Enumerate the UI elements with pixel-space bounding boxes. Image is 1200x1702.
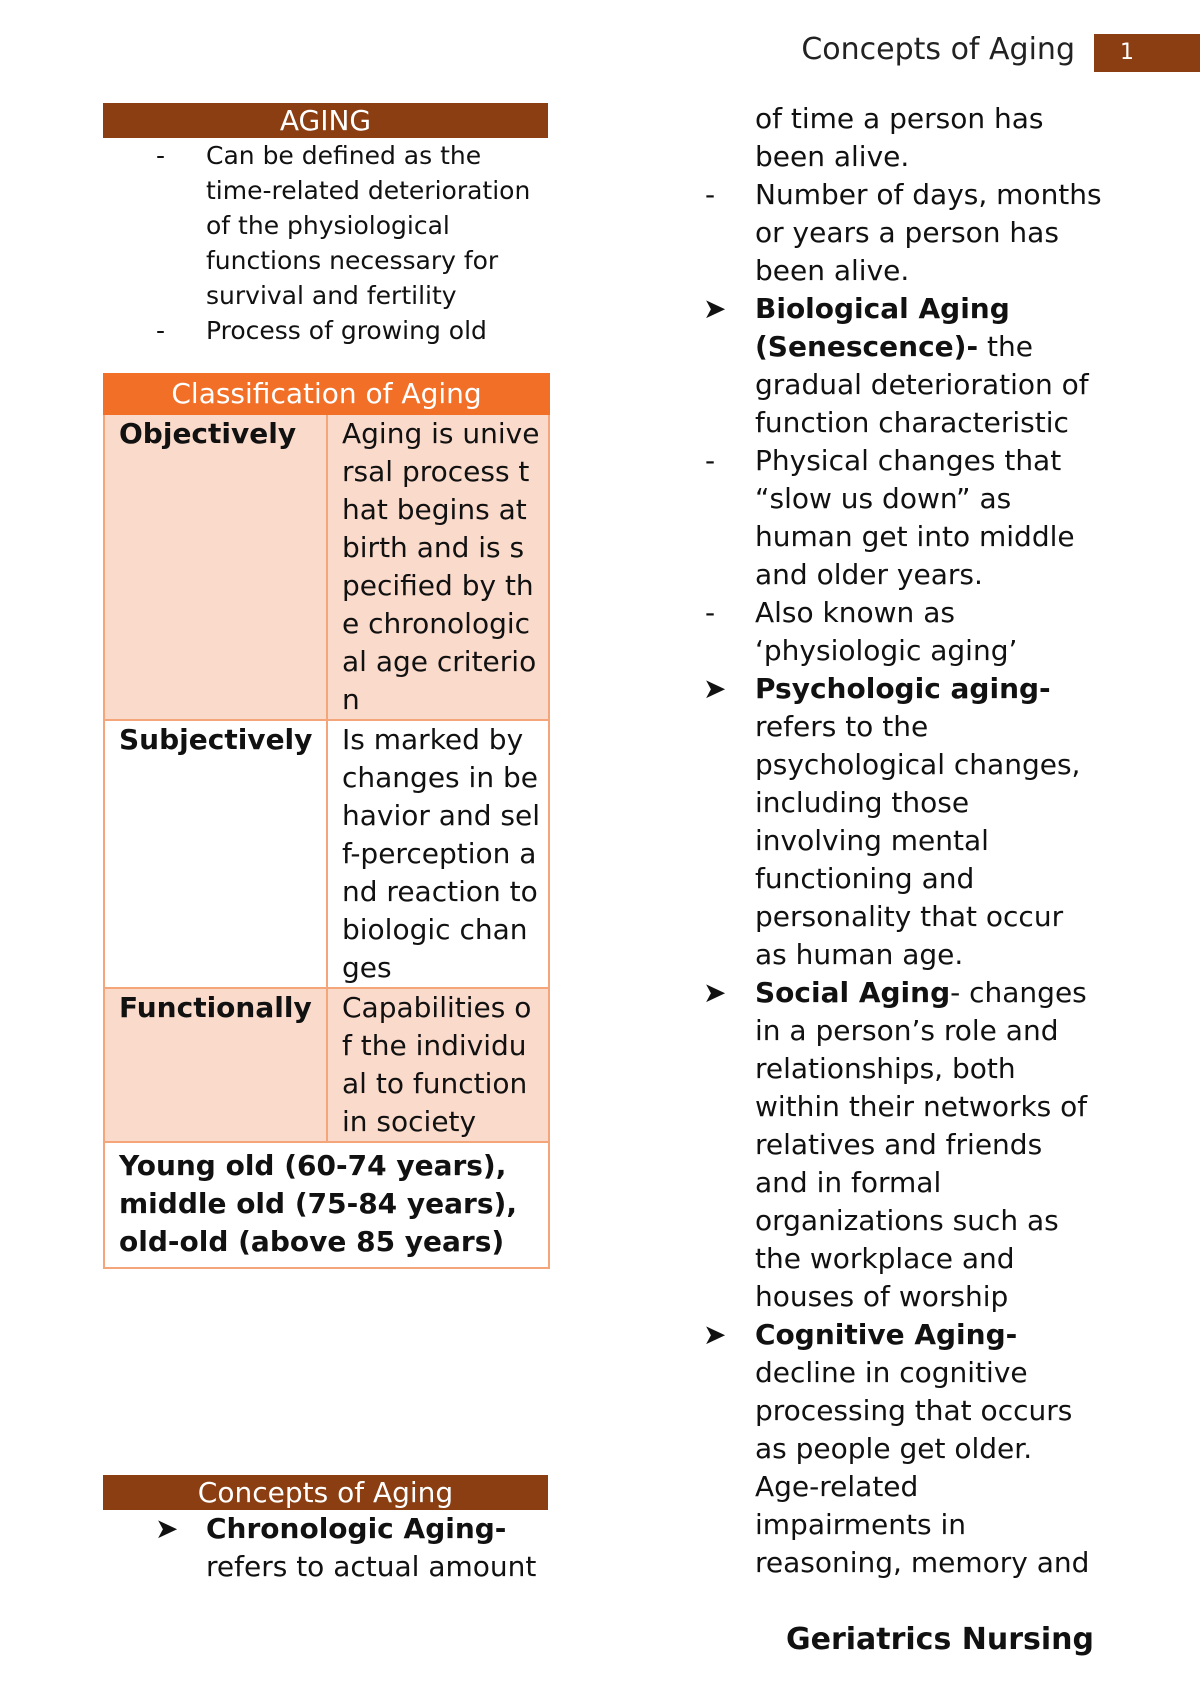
table-footer-row bbox=[104, 1142, 549, 1268]
page-footer: Geriatrics Nursing bbox=[785, 1622, 1094, 1657]
concept-text: decline in cognitive processing that occurs as people get older. Age-related impairments in reasoning, memory and bbox=[755, 1356, 1090, 1579]
concept-term: Psychologic aging- bbox=[755, 672, 1051, 705]
concepts-list bbox=[103, 1510, 548, 1586]
classification-heading: Classification of Aging bbox=[104, 374, 549, 414]
table-definition-cell: Aging is universal process that begins at birth and is specified by the chronological age criterion bbox=[327, 414, 549, 720]
concept-term: Cognitive Aging- bbox=[755, 1318, 1018, 1351]
age-groups-cell: Young old (60-74 years), middle old (75-84 years), old-old (above 85 years) bbox=[104, 1142, 549, 1268]
concept-text: refers to actual amount bbox=[206, 1550, 537, 1583]
list-item bbox=[103, 1510, 548, 1586]
concepts-list-continued bbox=[703, 290, 1103, 442]
page-header-title: Concepts of Aging bbox=[801, 32, 1075, 67]
classification-table bbox=[103, 373, 550, 1269]
concept-text: - changes in a person’s role and relationships, both within their networks of relatives and friends and in formal organizations such as the workplace and houses of worship bbox=[755, 976, 1088, 1313]
chronologic-dash-list bbox=[703, 176, 1103, 290]
concepts-heading: Concepts of Aging bbox=[103, 1475, 548, 1510]
table-definition-cell: Capabilities of the individual to function in society bbox=[327, 988, 549, 1142]
list-item: - Process of growing old bbox=[103, 313, 548, 348]
table-term-cell: Objectively bbox=[104, 414, 327, 720]
aging-definition-list bbox=[103, 138, 548, 348]
list-item: - Physical changes that “slow us down” as human get into middle and older years. bbox=[703, 442, 1103, 594]
table-term-cell: Subjectively bbox=[104, 720, 327, 988]
concepts-section bbox=[103, 1475, 548, 1586]
arrow-bullet-icon: ➤ bbox=[703, 1318, 727, 1351]
concept-text-continued: of time a person has been alive. bbox=[755, 102, 1044, 173]
concept-term: Social Aging bbox=[755, 976, 951, 1009]
list-item bbox=[703, 670, 1103, 974]
aging-section bbox=[103, 103, 548, 348]
arrow-bullet-icon: ➤ bbox=[155, 1512, 179, 1545]
concept-term: Chronologic Aging- bbox=[206, 1512, 507, 1545]
biological-dash-list bbox=[703, 442, 1103, 670]
table-term-cell: Functionally bbox=[104, 988, 327, 1142]
concept-text: the gradual deterioration of function characteristic bbox=[755, 330, 1089, 439]
concept-text: refers to the psychological changes, including those involving mental functioning and personality that occur as human age. bbox=[755, 710, 1081, 971]
aging-heading: AGING bbox=[103, 103, 548, 138]
table-definition-cell: Is marked by changes in behavior and self-perception and reaction to biologic changes bbox=[327, 720, 549, 988]
list-item bbox=[703, 974, 1103, 1316]
concept-term: Biological Aging (Senescence)- bbox=[755, 292, 1010, 363]
list-item: - Also known as ‘physiologic aging’ bbox=[703, 594, 1103, 670]
list-item: - Can be defined as the time-related deterioration of the physiological functions necessary for survival and fertility bbox=[103, 138, 548, 313]
table-row bbox=[104, 988, 549, 1142]
page-number-badge: 1 bbox=[1094, 34, 1200, 72]
table-row bbox=[104, 720, 549, 988]
arrow-bullet-icon: ➤ bbox=[703, 292, 727, 325]
list-item bbox=[703, 290, 1103, 442]
concepts-list-more bbox=[703, 670, 1103, 1582]
arrow-bullet-icon: ➤ bbox=[703, 672, 727, 705]
right-column bbox=[703, 100, 1103, 1582]
list-item: - Number of days, months or years a person has been alive. bbox=[703, 176, 1103, 290]
table-row bbox=[104, 414, 549, 720]
arrow-bullet-icon: ➤ bbox=[703, 976, 727, 1009]
list-item bbox=[703, 1316, 1103, 1582]
table-header-row bbox=[104, 374, 549, 414]
